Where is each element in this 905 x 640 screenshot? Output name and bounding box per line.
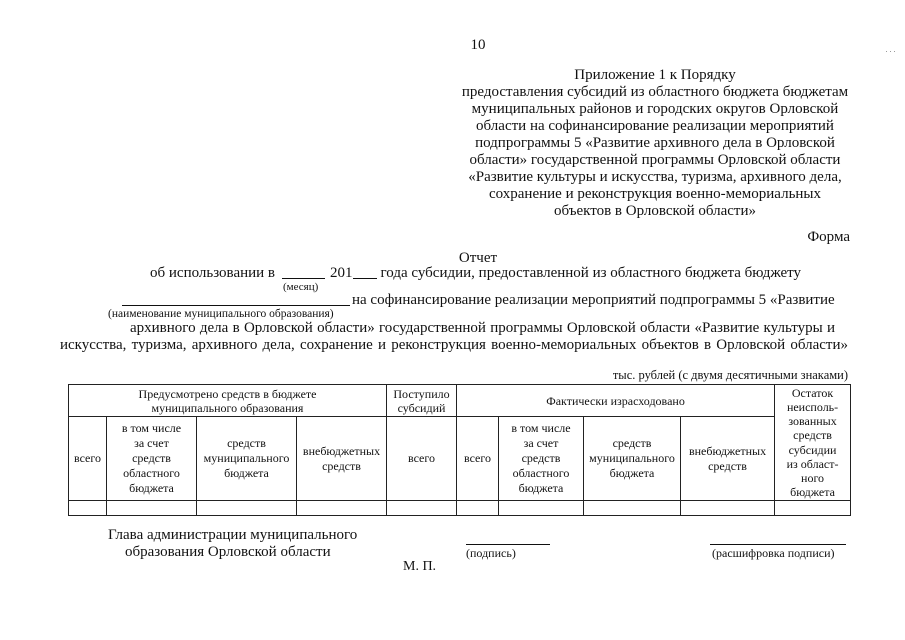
table-cell bbox=[775, 501, 851, 516]
appendix-line: муниципальных районов и городских округов Орловской bbox=[471, 101, 839, 117]
report-period-line bbox=[150, 265, 801, 282]
municipality-blank bbox=[122, 293, 350, 306]
remainder-header-line: из област- bbox=[786, 456, 839, 471]
remainder-header-line: Остаток bbox=[791, 385, 834, 400]
table-cell bbox=[197, 501, 297, 516]
municipality-line bbox=[122, 292, 835, 309]
table-cell bbox=[69, 501, 107, 516]
remainder-header-line: неисполь- bbox=[786, 399, 839, 414]
subheader-line: муниципального bbox=[589, 451, 675, 465]
municipality-line-text: на софинансирование реализации мероприятий подпрограммы 5 «Развитие bbox=[352, 292, 835, 308]
subheader-line: средств bbox=[521, 451, 561, 465]
report-period-prefix: об использовании в bbox=[150, 265, 276, 281]
remainder-header-line: средств bbox=[793, 428, 832, 443]
subheader-line: за счет bbox=[523, 436, 559, 450]
planned-extrabudgetary-header bbox=[297, 417, 387, 501]
units-note: тыс. рублей (с двумя десятичными знаками) bbox=[612, 368, 848, 382]
planned-header bbox=[69, 385, 387, 417]
signature-line bbox=[466, 544, 550, 545]
spent-header: Фактически израсходовано bbox=[457, 385, 775, 417]
spent-regional-header bbox=[499, 417, 584, 501]
appendix-line: Приложение 1 к Порядку bbox=[574, 67, 736, 83]
report-program-line: архивного дела в Орловской области» государственной программы Орловской области «Развитие культуры и bbox=[130, 320, 835, 336]
appendix-line: области на софинансирование реализации мероприятий bbox=[476, 118, 834, 134]
appendix-line: объектов в Орловской области» bbox=[553, 203, 756, 219]
planned-municipal-header bbox=[197, 417, 297, 501]
table-row bbox=[69, 501, 851, 516]
table-cell bbox=[681, 501, 775, 516]
appendix-line: области» государственной программы Орловской области bbox=[469, 152, 841, 168]
page-number: 10 bbox=[470, 37, 486, 53]
appendix-header bbox=[455, 67, 855, 220]
name-decoding-line bbox=[710, 544, 846, 545]
year-prefix: 201 bbox=[330, 265, 353, 281]
table-cell bbox=[107, 501, 197, 516]
table-cell bbox=[297, 501, 387, 516]
subheader-line: средств bbox=[132, 451, 171, 465]
subheader-line: бюджета bbox=[129, 481, 174, 495]
appendix-line: сохранение и реконструкция военно-мемориальных bbox=[488, 186, 822, 202]
signatory-position: Глава администрации муниципального bbox=[108, 527, 358, 543]
report-period-suffix: года субсидии, предоставленной из областного бюджета бюджету bbox=[380, 265, 802, 281]
subheader-line: средств bbox=[322, 458, 361, 473]
received-header-line: Поступило bbox=[393, 386, 450, 401]
subheader-line: в том числе bbox=[121, 421, 182, 435]
subheader-line: средств bbox=[708, 458, 747, 473]
remainder-header-line: субсидии bbox=[788, 442, 837, 457]
planned-header-line: Предусмотрено средств в бюджете bbox=[138, 386, 317, 401]
name-decoding-caption: (расшифровка подписи) bbox=[712, 546, 835, 560]
month-caption: (месяц) bbox=[283, 281, 319, 293]
subheader-line: внебюджетных bbox=[302, 443, 381, 458]
seal-mark: М. П. bbox=[403, 559, 437, 574]
subheader-line: внебюджетных bbox=[688, 443, 767, 458]
subheader-line: бюджета bbox=[518, 481, 564, 495]
signature-caption: (подпись) bbox=[466, 546, 516, 560]
remainder-header-line: зованных bbox=[788, 414, 837, 429]
remainder-header-line: ного bbox=[801, 470, 825, 485]
year-blank bbox=[353, 266, 377, 279]
report-title: Отчет bbox=[458, 250, 498, 266]
planned-regional-header bbox=[107, 417, 197, 501]
appendix-line: подпрограммы 5 «Развитие архивного дела в Орловской bbox=[475, 135, 835, 151]
municipality-caption: (наименование муниципального образования) bbox=[108, 308, 334, 320]
table-subheader-row bbox=[69, 417, 851, 501]
signatory-position: образования Орловской области bbox=[125, 544, 331, 560]
subheader-line: за счет bbox=[134, 436, 169, 450]
subheader-line: бюджета bbox=[224, 466, 269, 480]
subheader-line: областного bbox=[123, 466, 180, 480]
table-cell bbox=[584, 501, 681, 516]
spent-extrabudgetary-header bbox=[681, 417, 775, 501]
subheader-line: областного bbox=[512, 466, 570, 480]
scan-artifact bbox=[886, 39, 898, 41]
table-cell bbox=[387, 501, 457, 516]
spent-municipal-header bbox=[584, 417, 681, 501]
form-label: Форма bbox=[807, 229, 850, 245]
subheader-line: средств bbox=[227, 436, 266, 450]
table-cell bbox=[457, 501, 499, 516]
appendix-line: «Развитие культуры и искусства, туризма, архивного дела, bbox=[468, 169, 842, 185]
remainder-header-line: бюджета bbox=[790, 485, 835, 500]
subheader-line: муниципального bbox=[203, 451, 290, 465]
month-blank bbox=[282, 266, 325, 279]
planned-total-header: всего bbox=[69, 417, 107, 501]
subheader-line: в том числе bbox=[511, 421, 571, 435]
received-header-line: субсидий bbox=[397, 400, 446, 415]
spent-total-header: всего bbox=[457, 417, 499, 501]
appendix-line: предоставления субсидий из областного бюджета бюджетам bbox=[461, 84, 849, 100]
remainder-header bbox=[775, 385, 851, 501]
planned-header-line: муниципального образования bbox=[151, 400, 304, 415]
subheader-line: бюджета bbox=[609, 466, 655, 480]
report-table bbox=[68, 384, 851, 516]
table-header-row bbox=[69, 385, 851, 417]
report-program-line: искусства, туризма, архивного дела, сохранение и реконструкция военно-мемориальных объектов в Орловской области» bbox=[60, 337, 848, 353]
received-header bbox=[387, 385, 457, 417]
table-cell bbox=[499, 501, 584, 516]
subheader-line: средств bbox=[612, 436, 652, 450]
received-total-header: всего bbox=[387, 417, 457, 501]
